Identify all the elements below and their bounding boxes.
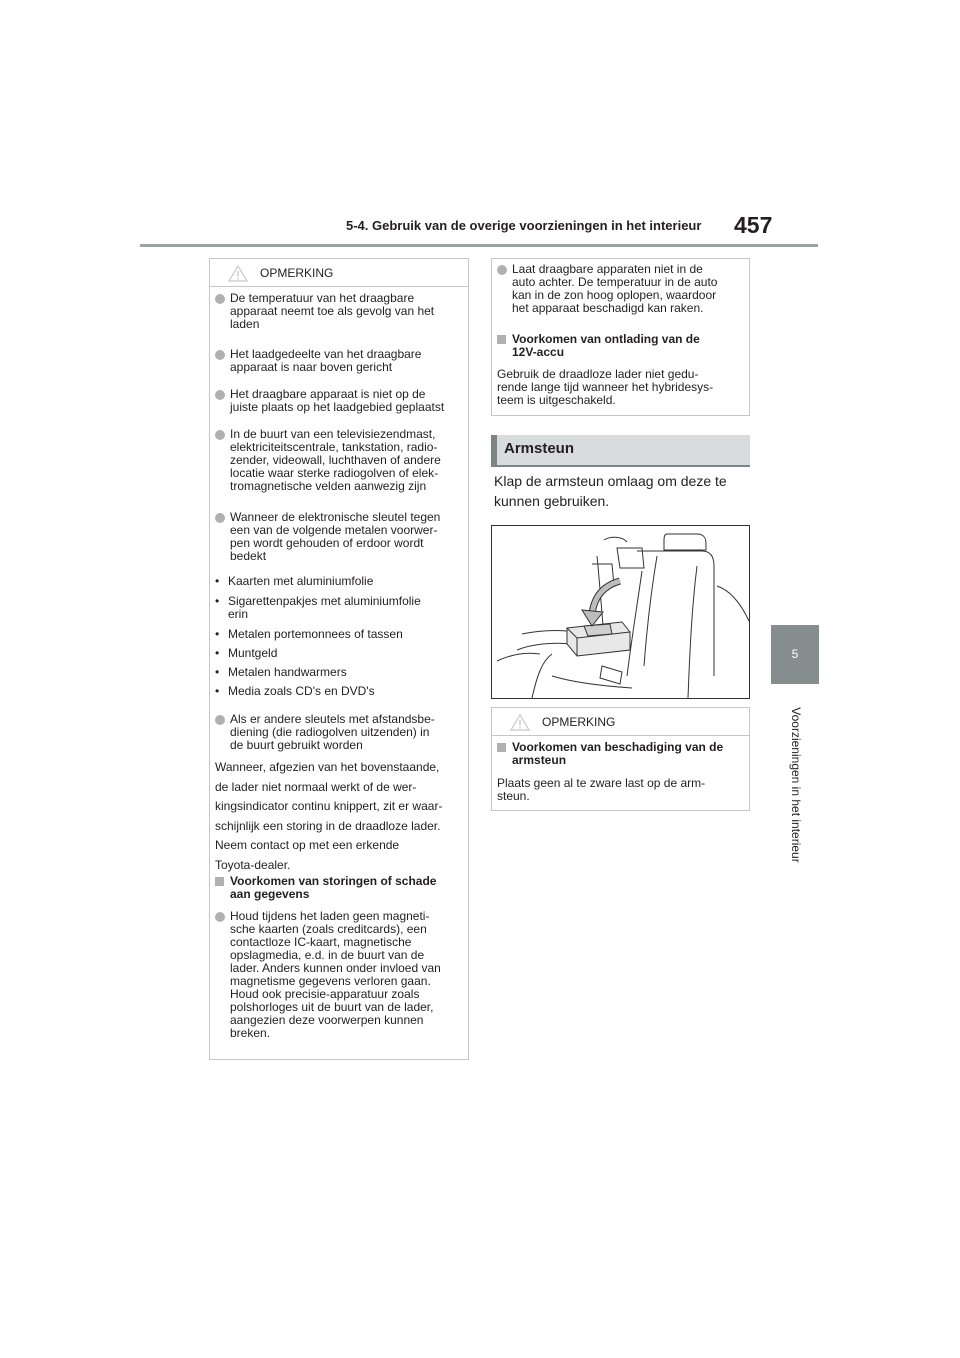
chapter-label: Voorzieningen in het interieur <box>789 707 803 863</box>
page-number: 457 <box>734 212 773 238</box>
bullet-dot-icon <box>215 715 225 725</box>
section-title: 5-4. Gebruik van de overige voorzieningen in het interieur <box>346 218 702 233</box>
armrest-title: Armsteun <box>504 440 575 457</box>
warning-icon <box>510 714 530 731</box>
header-rule <box>140 244 818 247</box>
notice-paragraph: Plaats geen al te zware last op de arm- steun. <box>497 776 706 803</box>
bullet-dot-icon <box>215 430 225 440</box>
armrest-section-bar <box>491 435 750 467</box>
notice-paragraph: Wanneer, afgezien van het bovenstaande, de lader niet normaal werkt of de wer- kingsindicator continu knippert, zit er waar- schijnlijk een storing in de draadloze lader. Neem contact op met een erkende Toyota-dealer. <box>215 760 443 872</box>
bullet-dot-icon <box>215 390 225 400</box>
right-notice-continued: Laat draagbare apparaten niet in de auto achter. De temperatuur in de auto kan in de zon hoog oplopen, waardoor het apparaat beschadigd kan raken. Voorkomen van ontlading van de 12V-accu Gebruik de draadloze lader niet gedu- rende lange tijd wanneer het hybridesys- teem is uitgeschakeld. <box>491 258 750 416</box>
bullet-dot-icon <box>497 265 507 275</box>
notice-heading: OPMERKING <box>260 266 334 280</box>
armrest-illustration <box>491 525 750 699</box>
notice-paragraph: Gebruik de draadloze lader niet gedu- rende lange tijd wanneer het hybridesys- teem is uitgeschakeld. <box>497 367 714 407</box>
bullet-dot-icon <box>215 350 225 360</box>
bullet-dot-icon <box>215 294 225 304</box>
chapter-tab[interactable]: 5 <box>771 625 819 684</box>
bullet-dot-icon <box>215 513 225 523</box>
left-notice-box: OPMERKING De temperatuur van het draagbare apparaat neemt toe als gevolg van het laden Het laadgedeelte van het draagbare apparaat is naar boven gericht Het draagbare apparaat is niet op de juiste plaats op het laadgebied geplaatst In de buurt van een televisiezendmast, elektriciteitscentrale, tankstation, radio- zender, videowall, luchthaven of andere locatie waar sterke radiogolven of elek- tromagnetische velden aanwezig zijn Wanneer de elektronische sleutel tegen een van de volgende metalen voorwer- pen wordt gehouden of erdoor wordt bedekt • Kaarten met aluminiumfolie • Sigarettenpakjes met aluminiumfolie erin • Metalen portemonnees of tassen • Muntgeld • Metalen handwarmers • Media zoals CD's en DVD's Als er andere sleutels met afstandsbe- diening (die radiogolven uitzenden) in de buurt gebruikt worden Wanneer, afgezien van het bovenstaande, de lader niet normaal werkt of de wer- kingsindicator continu knippert, zit er waar- schijnlijk een storing in de draadloze lader. Neem contact op met een erkende Toyota-dealer. Voorkomen van storingen of schade aan gegevens Houd tijdens het laden geen magneti- sche kaarten (zoals creditcards), een contactloze IC-kaart, magnetische opslagmedia, e.d. in de buurt van de lader. Anders kunnen onder invloed van magnetisme gegevens verloren gaan. Houd ook precisie-apparatuur zoals polshorloges uit de buurt van de lader, aangezien deze voorwerpen kunnen breken. <box>209 258 469 1060</box>
square-bullet-icon <box>215 877 224 886</box>
armrest-intro: Klap de armsteun omlaag om deze te kunnen gebruiken. <box>494 473 727 509</box>
notice-header <box>492 708 749 736</box>
bullet-dot-icon <box>215 912 225 922</box>
notice-heading: OPMERKING <box>542 715 616 729</box>
right-notice-box: OPMERKING Voorkomen van beschadiging van de armsteun Plaats geen al te zware last op de arm- steun. <box>491 707 750 811</box>
warning-icon <box>228 265 248 282</box>
notice-header <box>210 259 468 287</box>
square-bullet-icon <box>497 335 506 344</box>
square-bullet-icon <box>497 743 506 752</box>
